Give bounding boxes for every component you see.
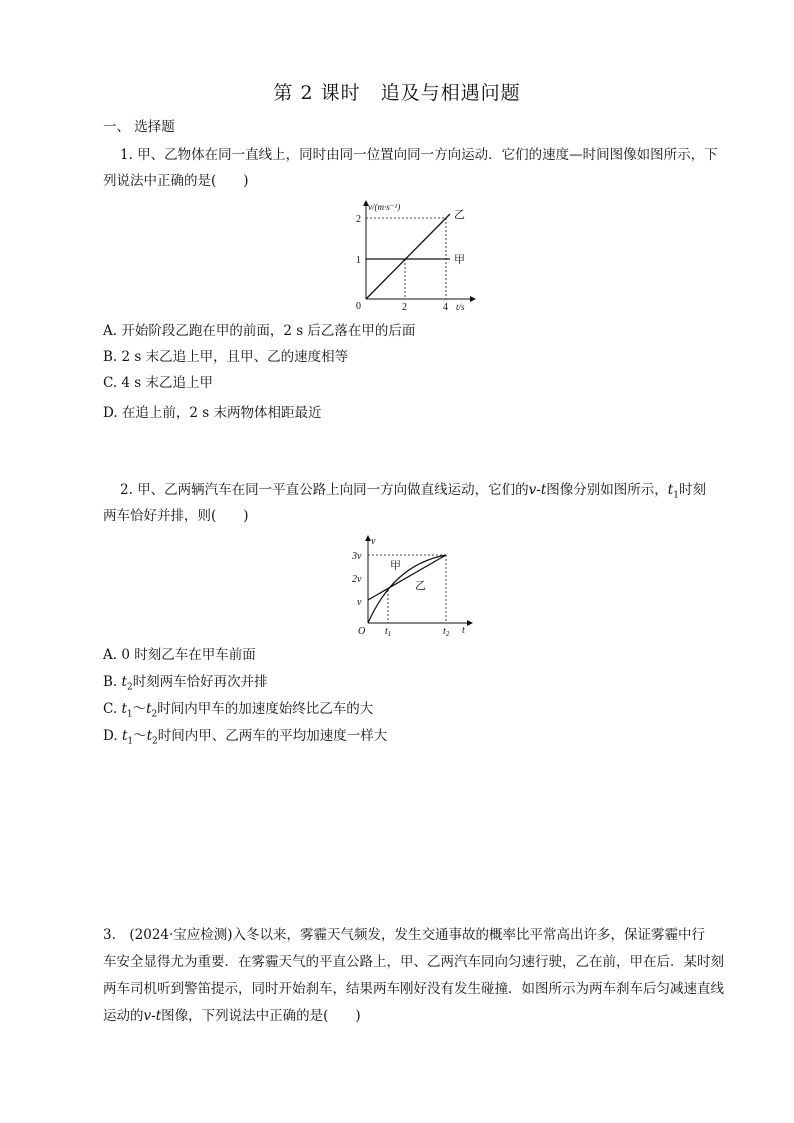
q1-option-d: D. 在追上前，2 s 末两物体相距最近 — [103, 405, 322, 421]
q1-label-yi: 乙 — [454, 209, 465, 221]
q1-option-b: B. 2 s 末乙追上甲，且甲、乙的速度相等 — [103, 349, 349, 365]
q2-option-a: A. 0 时刻乙车在甲车前面 — [103, 647, 256, 663]
q1-label-jia: 甲 — [454, 254, 465, 266]
q1-x-tick-2: 2 — [402, 302, 407, 313]
page-title: 第 2 课时 追及与相遇问题 — [273, 82, 521, 104]
q2-vt-graph — [328, 532, 478, 640]
q2-origin: O — [358, 626, 366, 637]
q2-curve-yi — [368, 555, 446, 623]
q1-line-yi — [366, 214, 450, 299]
q1-option-c: C. 4 s 末乙追上甲 — [103, 375, 214, 391]
q1-x-tick-4: 4 — [443, 302, 448, 313]
q1-y-label: v/(m·s⁻¹) — [368, 202, 401, 212]
q2-stem-line2: 两车恰好并排，则( ) — [103, 508, 249, 524]
q3-stem-line3: 两车司机听到警笛提示，同时开始刹车，结果两车刚好没有发生碰撞．如图所示为两车刹车后匀减速直线 — [103, 981, 724, 997]
q2-option-b: B. $t_2$时刻两车恰好再次并排 — [103, 674, 268, 693]
q1-origin: 0 — [356, 301, 361, 312]
q2-option-c: C. $t_1\sim t_2$时间内甲车的加速度始终比乙车的大 — [103, 701, 374, 720]
q2-line-jia — [368, 555, 446, 600]
q2-y-label: v — [371, 536, 376, 547]
q3-stem-line2: 车安全显得尤为重要．在雾霾天气的平直公路上，甲、乙两汽车同向匀速行驶，乙在前，甲在后．某时刻 — [103, 954, 724, 970]
q2-label-yi: 乙 — [415, 580, 426, 592]
q1-stem-line1: 1. 甲、乙物体在同一直线上，同时由同一位置向同一方向运动．它们的速度—时间图像如图所示，下 — [120, 147, 718, 163]
q1-x-label: t/s — [456, 302, 465, 312]
q3-stem-line4: 运动的v-t图像，下列说法中正确的是( ) — [103, 1008, 361, 1024]
q2-x-tick-t2: $t_2$ — [443, 626, 450, 638]
q2-y-tick-2v: 2v — [352, 574, 362, 585]
q2-label-jia: 甲 — [390, 560, 401, 572]
section-heading: 一、 选择题 — [103, 119, 175, 135]
q2-option-d: D. $t_1\sim t_2$时间内甲、乙两车的平均加速度一样大 — [103, 728, 388, 747]
q2-y-tick-3v: 3v — [352, 551, 362, 562]
q2-x-tick-t1: $t_1$ — [385, 626, 392, 638]
q1-vt-graph — [350, 196, 480, 318]
q2-x-label: t — [462, 625, 465, 636]
q1-stem-line2: 列说法中正确的是( ) — [103, 173, 249, 189]
q1-y-tick-1: 1 — [356, 255, 361, 266]
q2-y-tick-v: v — [357, 597, 362, 608]
q1-y-tick-2: 2 — [356, 214, 361, 225]
q1-option-a: A. 开始阶段乙跑在甲的前面，2 s 后乙落在甲的后面 — [103, 323, 416, 339]
q2-stem-line1: 2. 甲、乙两辆汽车在同一平直公路上向同一方向做直线运动，它们的v-t图像分别如图所示，$t_1$时刻 — [120, 482, 706, 501]
q3-stem-line1: 3. (2024·宝应检测)入冬以来，雾霾天气频发，发生交通事故的概率比平常高出许多，保证雾霾中行 — [103, 927, 706, 943]
